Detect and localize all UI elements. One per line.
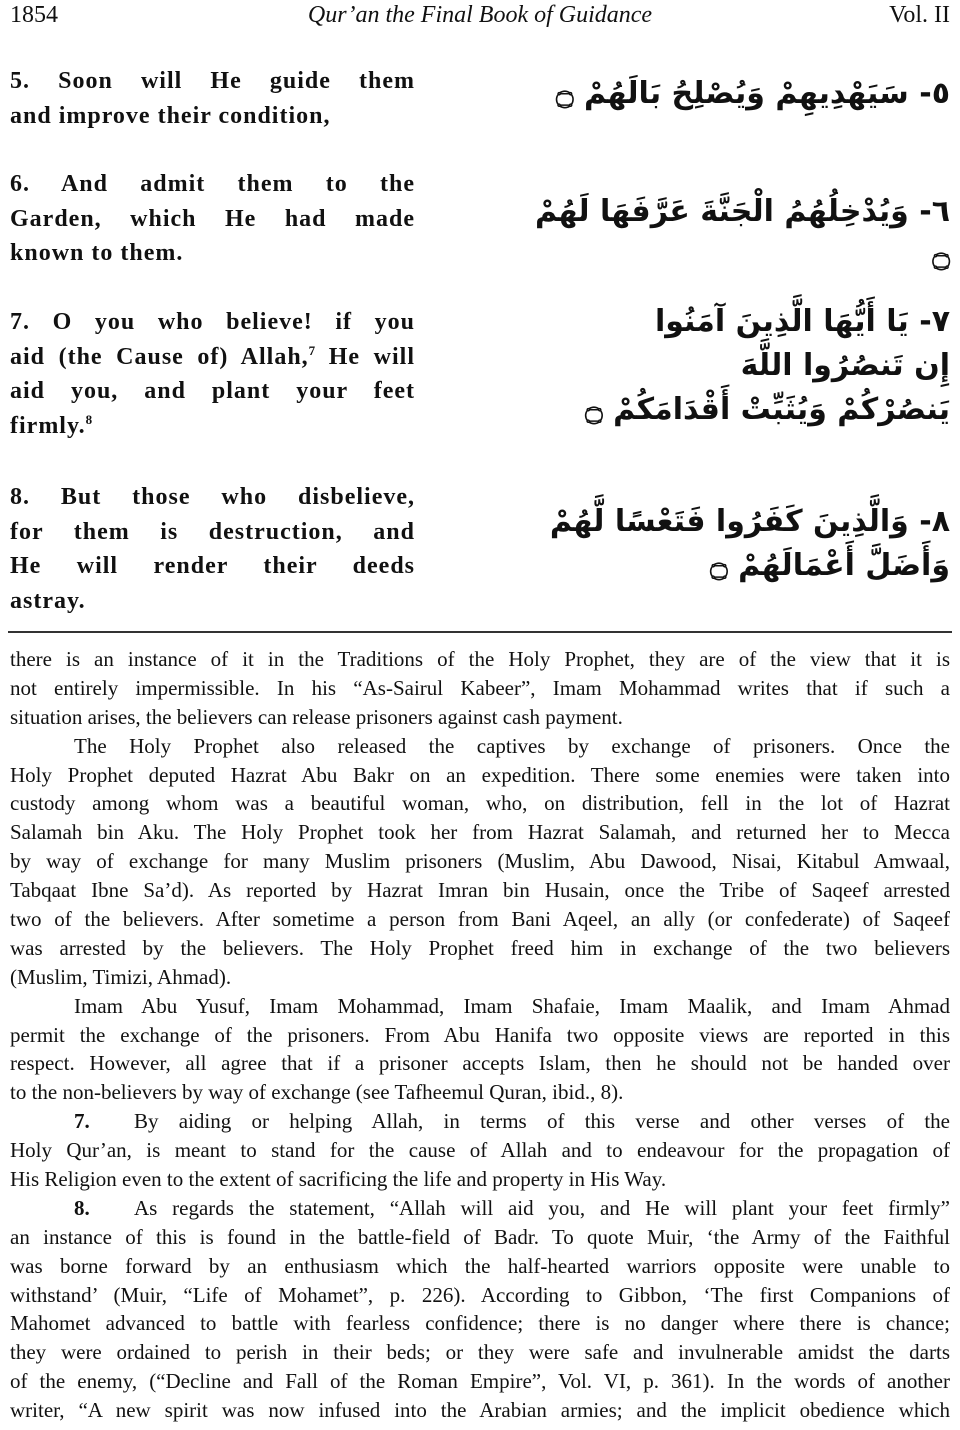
line-text: Tabqaat Ibne Sa’d). As reported by Hazrat Imran bin Husain, once the Tribe of Saqeef arrested: [10, 878, 950, 903]
verse-text: Garden, which He had made: [10, 205, 415, 232]
line-text: His Religion even to the extent of sacrificing the life and property in His Way.: [10, 1167, 667, 1192]
text-line: [10, 905, 950, 934]
line-text: an instance of this is found in the battle-field of Badr. To quote Muir, ‘the Army of the Faithful: [10, 1224, 950, 1249]
verse-text: known to them.: [10, 240, 184, 266]
verse-line: [10, 167, 415, 202]
arabic-line: ٦- وَيُدْخِلُهُمُ الْجَنَّةَ عَرَّفَهَا لَهُمْ ۝: [534, 194, 950, 273]
footnote-ref: 7: [308, 342, 316, 358]
text-line: [10, 1021, 950, 1050]
footnote-number: 7.: [74, 1109, 90, 1134]
text-line: [10, 847, 950, 876]
footnote-number: 8.: [74, 1195, 90, 1220]
commentary-body: [10, 645, 950, 1425]
text-line: [10, 1194, 950, 1223]
verse-translation: [10, 480, 415, 618]
verse-line: [10, 549, 415, 584]
text-line: [10, 1136, 950, 1165]
page-number: 1854: [10, 2, 58, 28]
line-text: by way of exchange for many Muslim prisoners (Muslim, Abu Dawood, Nisai, Kitabul Amwaal,: [10, 849, 950, 874]
line-text: situation arises, the believers can release prisoners against cash payment.: [10, 704, 623, 729]
line-text: (Muslim, Timizi, Ahmad).: [10, 964, 232, 989]
text-line: [10, 876, 950, 905]
arabic-line: إِن تَنصُرُوا اللَّهَ: [740, 348, 950, 383]
line-text: two of the believers. After sometime a person from Bani Aqeel, an ally (or confederate) of Saqeef: [10, 907, 950, 932]
line-text: not entirely impermissible. In his “As-Sairul Kabeer”, Imam Mohammad writes that if such a: [10, 675, 950, 700]
text-line: [10, 703, 950, 732]
verse-line: [10, 64, 415, 99]
verse-text: He will: [315, 343, 415, 370]
arabic-verse: [530, 300, 950, 432]
text-line: [10, 1107, 950, 1136]
verse-text: for them is destruction, and: [10, 518, 415, 545]
section-divider: [8, 631, 952, 633]
line-text: By aiding or helping Allah, in terms of this verse and other verses of the: [134, 1109, 950, 1134]
line-text: Holy Qur’an, is meant to stand for the cause of Allah and to endeavour for the propagation of: [10, 1138, 950, 1163]
verse-line: [10, 99, 415, 134]
line-text: The Holy Prophet also released the captives by exchange of prisoners. Once the: [74, 733, 950, 758]
verse-text: He will render their deeds: [10, 553, 415, 579]
arabic-line: يَنصُرْكُمْ وَيُثَبِّتْ أَقْدَامَكُمْ ۝: [585, 392, 950, 427]
text-line: [10, 1281, 950, 1310]
verse-line: [10, 340, 415, 375]
text-line: [10, 934, 950, 963]
text-line: [10, 761, 950, 790]
text-line: [10, 645, 950, 674]
text-line: [10, 1338, 950, 1367]
verse-text: and improve their condition,: [10, 102, 331, 129]
verse-line: [10, 515, 415, 550]
text-line: [10, 1078, 950, 1107]
verse-translation: [10, 167, 415, 271]
text-line: [10, 1223, 950, 1252]
verse-translation: [10, 64, 415, 133]
arabic-line: ٥- سَيَهْدِيهِمْ وَيُصْلِحُ بَالَهُمْ ۝: [555, 76, 950, 111]
text-line: [10, 1252, 950, 1281]
line-text: was arrested by the believers. The Holy Prophet freed him in exchange of the two believers: [10, 935, 950, 960]
verse-line: [10, 584, 415, 619]
verse-text: aid (the Cause of) Allah,: [10, 343, 309, 370]
text-line: [10, 674, 950, 703]
line-text: withstand’ (Muir, “Life of Mohamet”, p. 226). According to Gibbon, ‘The first Companions of: [10, 1282, 950, 1307]
line-text: to the non-believers by way of exchange (see Tafheemul Quran, ibid., 8).: [10, 1080, 624, 1105]
volume-label: Vol. II: [889, 2, 950, 28]
commentary-paragraph: [10, 1107, 950, 1194]
line-text: Holy Prophet deputed Hazrat Abu Bakr on an expedition. There some enemies were taken into: [10, 762, 950, 787]
line-text: Imam Abu Yusuf, Imam Mohammad, Imam Shafaie, Imam Maalik, and Imam Ahmad: [74, 993, 950, 1018]
text-line: [10, 1049, 950, 1078]
page-header: [10, 2, 950, 34]
arabic-verse: [530, 500, 950, 588]
arabic-verse: [530, 72, 950, 116]
verse-line: [10, 236, 415, 271]
commentary-paragraph: [10, 1194, 950, 1425]
verse-translation: [10, 305, 415, 443]
line-text: was borne forward by an enthusiasm which the half-hearted warriors opposite were unable to: [10, 1253, 950, 1278]
arabic-line: ٨- وَالَّذِينَ كَفَرُوا فَتَعْسًا لَّهُمْ: [549, 504, 950, 539]
line-text: there is an instance of it in the Traditions of the Holy Prophet, they are of the view that it is: [10, 647, 950, 671]
line-text: custody among whom was a beautiful woman, who, on distribution, fell in the lot of Hazrat: [10, 791, 950, 816]
line-text: writer, “A new spirit was now infused into the Arabian armies; and the implicit obedience which: [10, 1398, 950, 1423]
verse-line: [10, 202, 415, 237]
verse-text: astray.: [10, 587, 86, 614]
text-line: [10, 1309, 950, 1338]
arabic-line: وَأَضَلَّ أَعْمَالَهُمْ ۝: [710, 548, 950, 583]
commentary-paragraph: [10, 732, 950, 992]
text-line: [10, 1396, 950, 1425]
verse-text: 8. But those who disbelieve,: [10, 484, 415, 510]
text-line: [10, 963, 950, 992]
text-line: [10, 1165, 950, 1194]
running-title: Qur’an the Final Book of Guidance: [307, 2, 653, 28]
text-line: [10, 732, 950, 761]
line-text: permit the exchange of the prisoners. From Abu Hanifa two opposite views are reported in this: [10, 1022, 950, 1047]
footnote-ref: 8: [85, 411, 93, 427]
line-text: As regards the statement, “Allah will aid you, and He will plant your feet firmly”: [134, 1195, 950, 1220]
commentary-paragraph: [10, 992, 950, 1108]
arabic-verse: [530, 190, 950, 278]
arabic-line: ٧- يَا أَيُّهَا الَّذِينَ آمَنُوا: [654, 304, 950, 339]
text-line: [10, 818, 950, 847]
verse-text: firmly.: [10, 412, 86, 439]
verse-text: 5. Soon will He guide them: [10, 68, 415, 94]
verse-line: [10, 409, 415, 444]
line-text: they were ordained to perish in their beds; or they were safe and invulnerable amidst the darts: [10, 1340, 950, 1365]
text-line: [10, 789, 950, 818]
verse-line: [10, 374, 415, 409]
verse-text: aid you, and plant your feet: [10, 378, 415, 404]
line-text: respect. However, all agree that if a prisoner accepts Islam, then he should not be handed over: [10, 1051, 950, 1076]
commentary-paragraph: [10, 645, 950, 732]
line-text: Salamah bin Aku. The Holy Prophet took her from Hazrat Salamah, and returned her to Mecca: [10, 820, 950, 845]
verse-line: [10, 305, 415, 340]
text-line: [10, 992, 950, 1021]
line-text: of the enemy, (“Decline and Fall of the Roman Empire”, Vol. VI, p. 361). In the words of another: [10, 1369, 950, 1394]
line-text: Mahomet advanced to battle with fearless confidence; there is no danger where there is chance;: [10, 1311, 950, 1336]
verse-text: 6. And admit them to the: [10, 171, 415, 197]
verse-line: [10, 480, 415, 515]
verse-text: 7. O you who believe! if you: [10, 309, 415, 335]
text-line: [10, 1367, 950, 1396]
